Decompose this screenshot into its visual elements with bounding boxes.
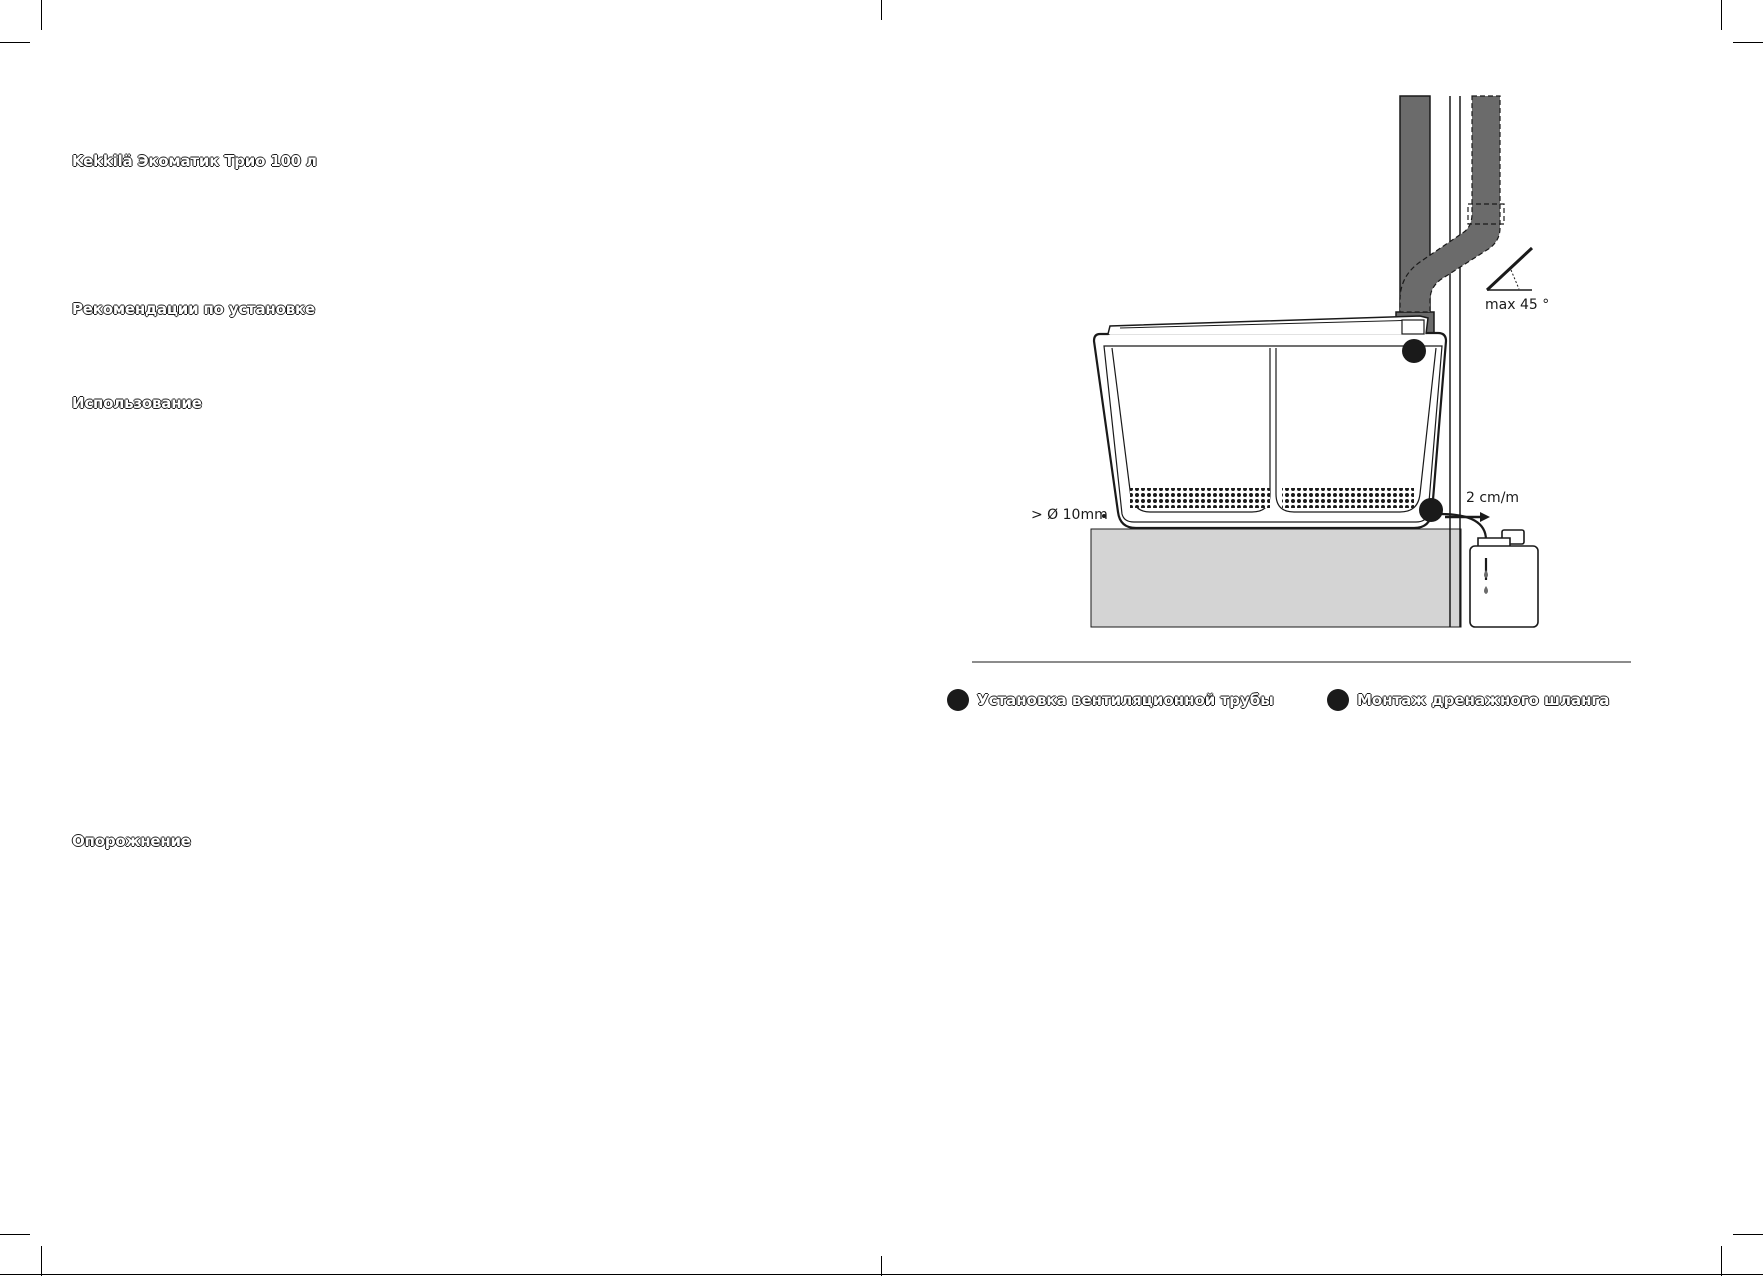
- legend-item-drain-hose: [1327, 688, 1609, 712]
- section-heading-emptying: Опорожнение: [72, 832, 191, 850]
- marker-drain: [1419, 498, 1443, 522]
- platform-block: [1091, 529, 1461, 627]
- section-heading-installation: Рекомендации по установке: [72, 300, 315, 318]
- legend-marker-vent: [947, 689, 969, 711]
- legend-marker-drain: [1327, 689, 1349, 711]
- angle-indicator: [1487, 248, 1532, 290]
- product-title: Kekkilä Экоматик Трио 100 л: [72, 152, 317, 170]
- legend-item-vent-pipe: [947, 688, 1274, 712]
- marker-vent: [1402, 339, 1426, 363]
- diameter-label: > Ø 10mm: [1031, 507, 1108, 523]
- toilet-unit: [1094, 316, 1446, 528]
- legend-label-vent-pipe: Установка вентиляционной трубы: [977, 691, 1274, 709]
- legend-label-drain-hose: Монтаж дренажного шланга: [1357, 691, 1610, 709]
- slope-label: 2 cm/m: [1466, 490, 1520, 506]
- section-heading-usage: Использование: [72, 394, 202, 412]
- drain-canister: [1470, 530, 1538, 627]
- angle-label: max 45 °: [1485, 297, 1550, 313]
